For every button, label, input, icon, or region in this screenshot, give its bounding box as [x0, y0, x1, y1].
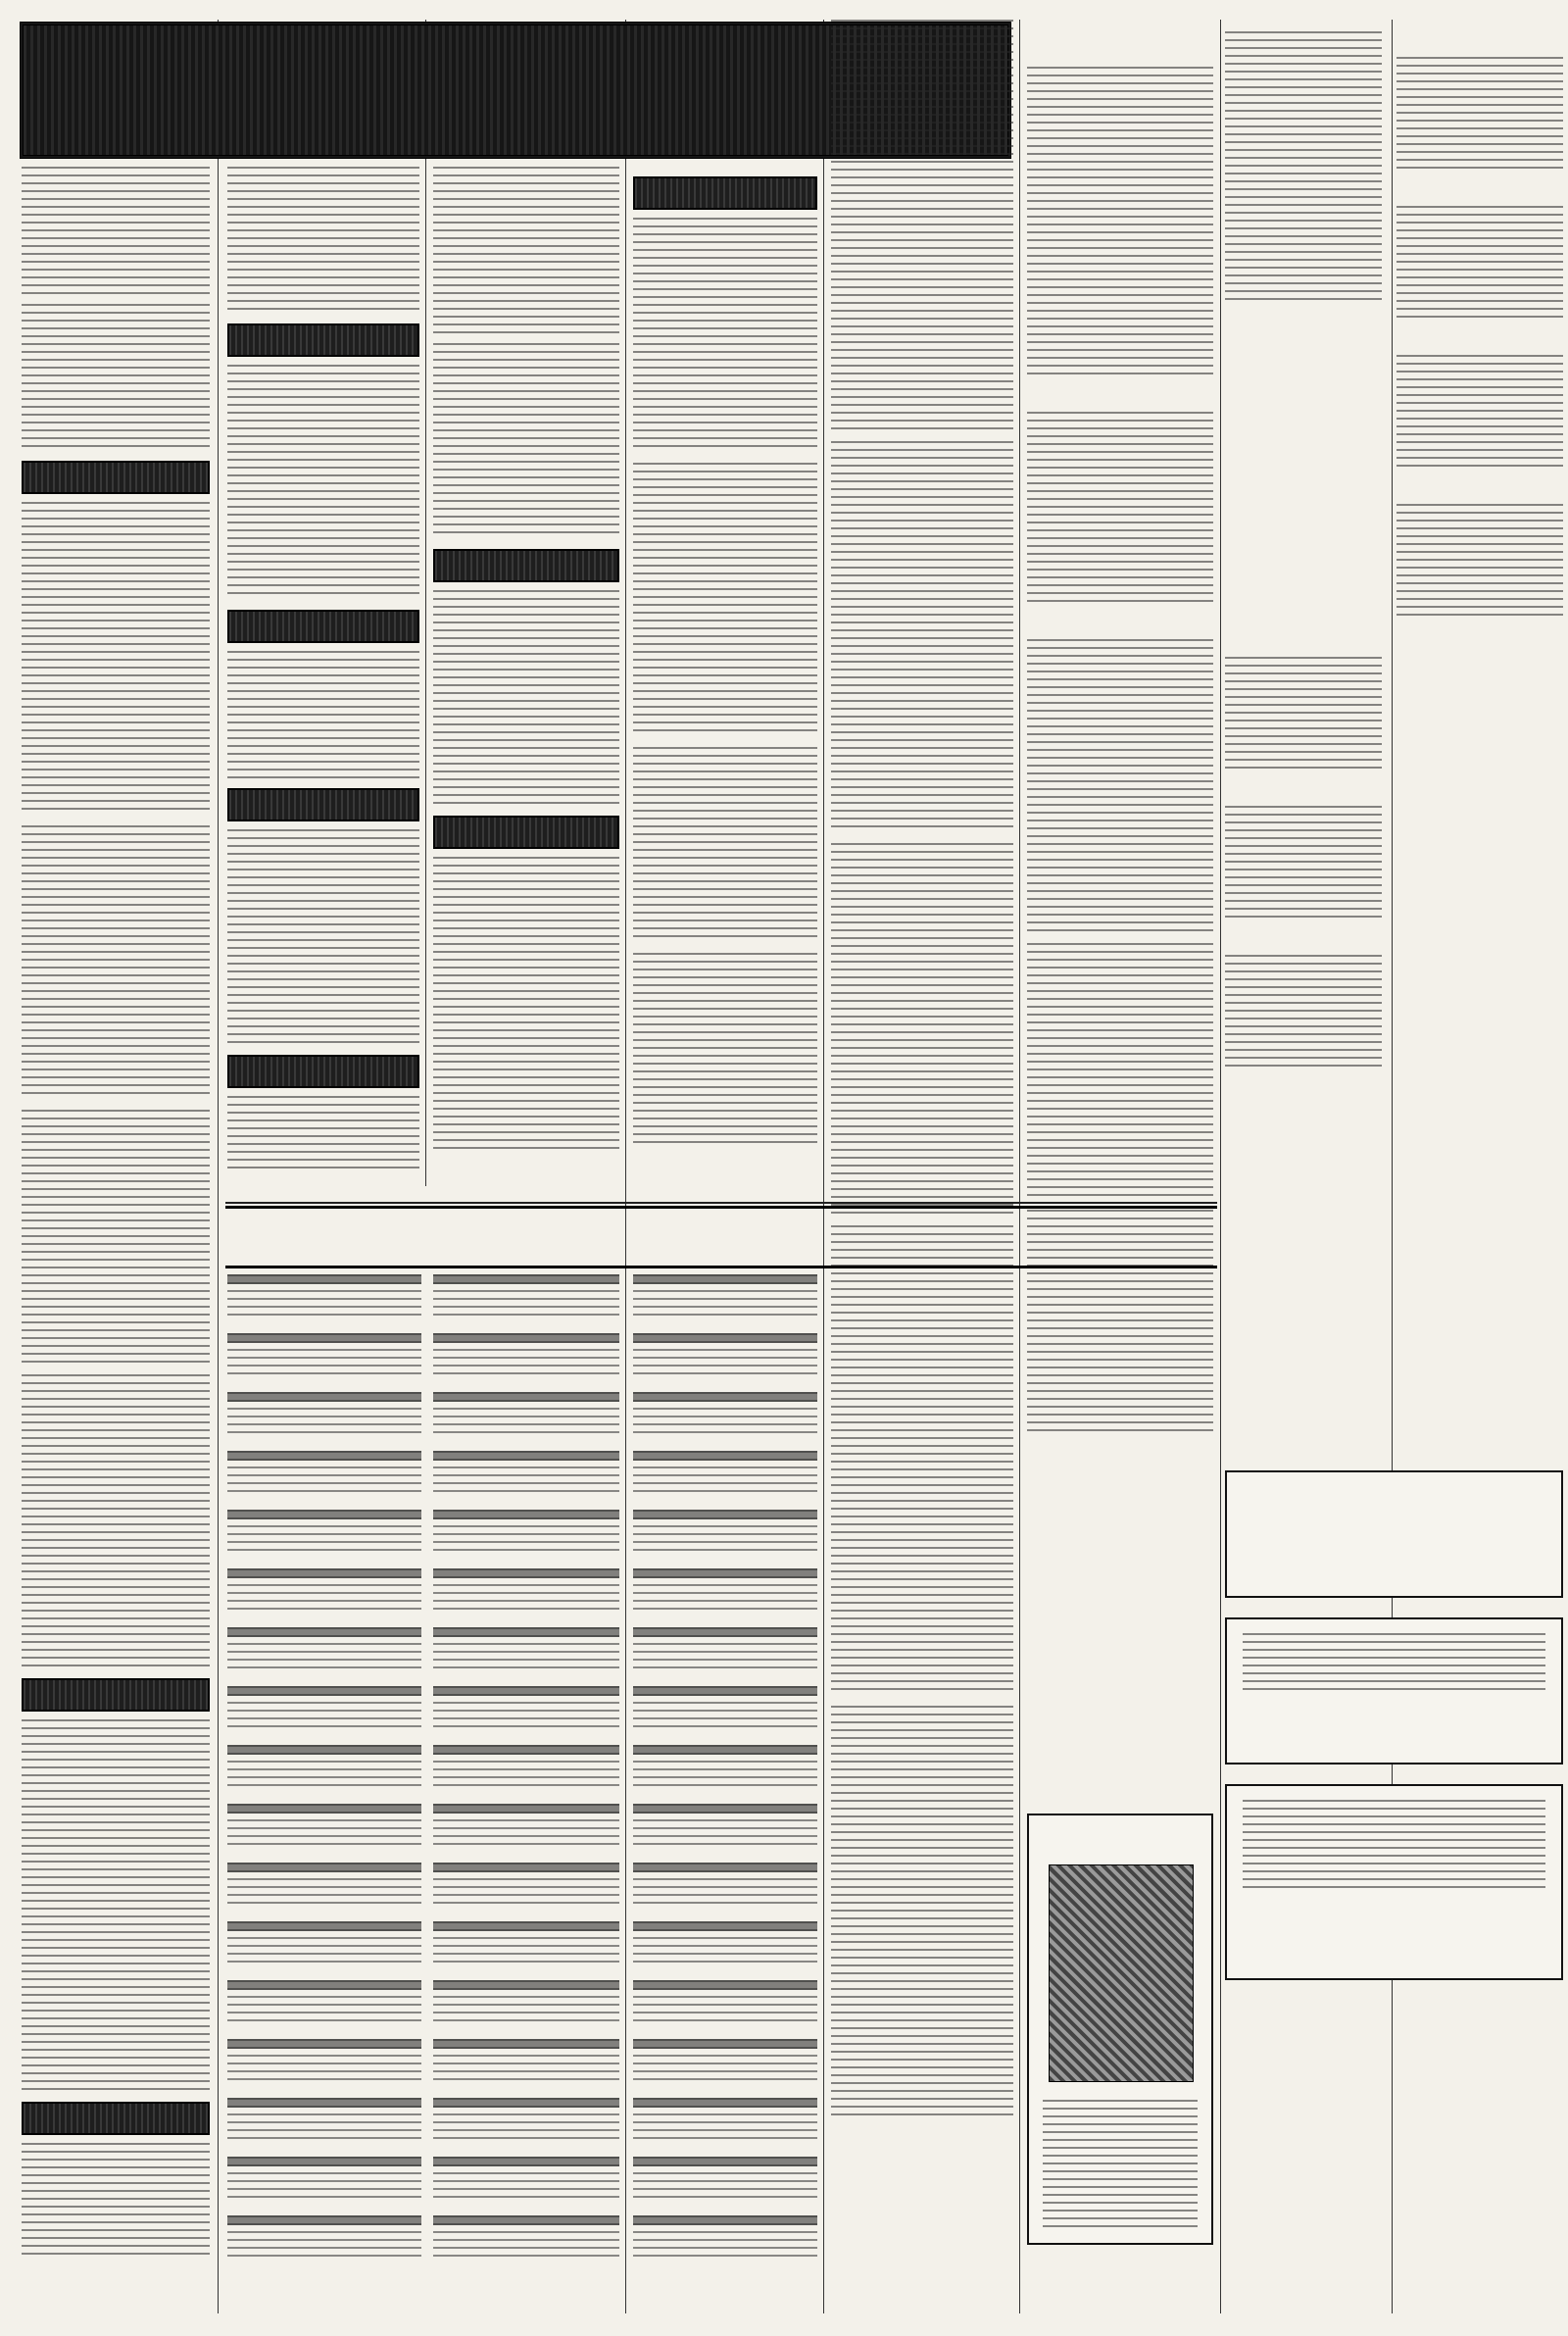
- doctor-listing: [433, 1921, 619, 1968]
- doctor-name: [227, 1686, 421, 1696]
- classified-entry: [433, 167, 619, 333]
- classified-entry: [227, 829, 419, 1045]
- column-rule: [823, 20, 824, 2313]
- doctor-name: [633, 1745, 817, 1755]
- doctor-name: [633, 1863, 817, 1872]
- doctor-name: [433, 1745, 619, 1755]
- doctor-listing: [633, 1274, 817, 1321]
- doctors-column-3: [633, 1274, 817, 2304]
- feature-body: [1225, 657, 1382, 774]
- classified-entry: [633, 463, 817, 737]
- doctor-name: [227, 1510, 421, 1519]
- classified-entry: [831, 843, 1013, 1216]
- doctor-name: [633, 1274, 817, 1284]
- section-header: [22, 461, 210, 494]
- doctor-name: [633, 1510, 817, 1519]
- doctor-name: [227, 1451, 421, 1461]
- doctors-directory-title: [225, 1206, 1217, 1268]
- doctor-listing: [227, 1804, 421, 1851]
- doctor-listing: [633, 1333, 817, 1380]
- classified-entry: [227, 651, 419, 778]
- doctor-name: [227, 2039, 421, 2049]
- ad4-photo: [1049, 1864, 1194, 2082]
- classified-entry: [22, 825, 210, 1100]
- doctor-listing: [433, 2215, 619, 2262]
- doctor-name: [433, 2098, 619, 2108]
- feature-body: [1225, 955, 1382, 1072]
- doctor-listing: [633, 1451, 817, 1498]
- doctor-listing: [633, 1510, 817, 1557]
- section-header: [22, 2102, 210, 2135]
- section-header: [433, 549, 619, 582]
- doctor-name: [433, 1274, 619, 1284]
- classified-entry: [227, 167, 419, 314]
- ad4-body: [1043, 2100, 1198, 2227]
- classifieds-column-3: [433, 167, 619, 1201]
- news-body: [1027, 943, 1213, 1433]
- doctor-name: [433, 1686, 619, 1696]
- news-body: [1027, 67, 1213, 380]
- classified-entry: [22, 1374, 210, 1668]
- doctor-name: [227, 1863, 421, 1872]
- doctor-name: [227, 1392, 421, 1402]
- doctor-name: [227, 1921, 421, 1931]
- display-ad-3: [1225, 1784, 1563, 1980]
- feature-subhead: [1225, 635, 1568, 653]
- doctor-listing: [633, 1863, 817, 1910]
- doctor-listing: [633, 1745, 817, 1792]
- classifieds-column-1: [22, 167, 210, 2313]
- section-header: [227, 323, 419, 357]
- doctor-name: [433, 1804, 619, 1814]
- news-subhead: [1027, 618, 1213, 635]
- doctor-name: [433, 1392, 619, 1402]
- classified-entry: [633, 747, 817, 943]
- doctor-listing: [633, 1921, 817, 1968]
- doctor-listing: [433, 1392, 619, 1439]
- doctor-listing: [633, 1980, 817, 2027]
- news-body: [1027, 639, 1213, 933]
- classified-entry: [227, 365, 419, 600]
- doctor-listing: [433, 1627, 619, 1674]
- doctor-name: [433, 1333, 619, 1343]
- feature-subhead: [1225, 784, 1568, 802]
- doctor-name: [433, 2039, 619, 2049]
- classifieds-column-5: [831, 20, 1013, 2304]
- doctor-name: [633, 2098, 817, 2108]
- doctor-name: [633, 1333, 817, 1343]
- classified-entry: [22, 1110, 210, 1365]
- doctor-listing: [227, 2098, 421, 2145]
- doctor-listing: [433, 1333, 619, 1380]
- classified-entry: [22, 2143, 210, 2261]
- doctor-listing: [227, 2215, 421, 2262]
- news-body: [1027, 412, 1213, 608]
- doctor-listing: [227, 1451, 421, 1498]
- doctor-listing: [433, 1510, 619, 1557]
- feature-body: [1225, 806, 1382, 923]
- news-kicker: [1027, 24, 1213, 41]
- doctor-name: [227, 1274, 421, 1284]
- section-header: [227, 610, 419, 643]
- ad3-body: [1243, 1800, 1545, 1888]
- feature-body: [1225, 31, 1382, 306]
- doctor-listing: [433, 2039, 619, 2086]
- doctor-listing: [433, 2157, 619, 2204]
- display-ad-2: [1225, 1617, 1563, 1764]
- feature-body: [1396, 57, 1563, 174]
- section-header: [227, 788, 419, 821]
- doctors-column-1: [227, 1274, 421, 2304]
- doctor-listing: [227, 1333, 421, 1380]
- doctor-listing: [633, 1627, 817, 1674]
- section-header: [22, 1678, 210, 1712]
- column-rule: [1019, 20, 1020, 2313]
- classified-entry: [227, 1096, 419, 1174]
- doctor-listing: [227, 2157, 421, 2204]
- doctor-name: [633, 1451, 817, 1461]
- classified-entry: [831, 1225, 1013, 1696]
- doctor-name: [433, 1863, 619, 1872]
- doctor-name: [433, 1510, 619, 1519]
- doctors-column-2: [433, 1274, 619, 2304]
- classified-entry: [433, 857, 619, 1151]
- doctor-listing: [227, 1980, 421, 2027]
- section-divider: [225, 1202, 1217, 1204]
- doctor-name: [633, 1568, 817, 1578]
- doctor-name: [633, 2215, 817, 2225]
- doctor-listing: [633, 1568, 817, 1615]
- classified-entry: [22, 304, 210, 451]
- doctor-name: [227, 1627, 421, 1637]
- classified-entry: [22, 502, 210, 816]
- doctor-name: [633, 1980, 817, 1990]
- classified-entry: [633, 953, 817, 1149]
- feature-subhead: [1396, 482, 1563, 500]
- doctor-listing: [633, 2215, 817, 2262]
- classified-entry: [633, 218, 817, 453]
- doctor-name: [633, 1627, 817, 1637]
- feature-subhead: [1396, 35, 1563, 53]
- doctor-listing: [227, 1686, 421, 1733]
- doctor-name: [633, 1392, 817, 1402]
- doctor-name: [633, 1686, 817, 1696]
- doctor-listing: [433, 1451, 619, 1498]
- doctor-name: [433, 2215, 619, 2225]
- doctor-name: [433, 1451, 619, 1461]
- feature-column: [1225, 20, 1568, 1225]
- doctor-name: [633, 2039, 817, 2049]
- doctor-listing: [633, 1686, 817, 1733]
- column-rule: [1220, 20, 1221, 2313]
- doctor-name: [633, 2157, 817, 2166]
- doctor-name: [227, 1980, 421, 1990]
- doctor-listing: [433, 1863, 619, 1910]
- classified-entry: [22, 1719, 210, 2092]
- doctor-listing: [227, 1568, 421, 1615]
- doctor-listing: [227, 1921, 421, 1968]
- section-header: [227, 1055, 419, 1088]
- doctor-listing: [633, 1804, 817, 1851]
- doctor-listing: [433, 1745, 619, 1792]
- column-rule: [625, 20, 626, 2313]
- doctor-listing: [227, 1392, 421, 1439]
- feature-subhead: [1225, 933, 1568, 951]
- doctor-listing: [433, 1568, 619, 1615]
- classified-entry: [22, 167, 210, 294]
- doctor-listing: [227, 1745, 421, 1792]
- doctor-name: [433, 1921, 619, 1931]
- doctor-name: [227, 1804, 421, 1814]
- doctor-listing: [433, 2098, 619, 2145]
- doctor-name: [433, 1568, 619, 1578]
- doctor-name: [227, 2098, 421, 2108]
- doctor-name: [227, 1745, 421, 1755]
- doctor-listing: [433, 1804, 619, 1851]
- doctor-name: [227, 1568, 421, 1578]
- doctor-listing: [227, 1863, 421, 1910]
- doctor-listing: [433, 1686, 619, 1733]
- classified-entry: [831, 1706, 1013, 2117]
- classifieds-column-2: [227, 167, 419, 1201]
- news-subhead: [1027, 390, 1213, 408]
- doctor-name: [227, 2215, 421, 2225]
- doctor-listing: [633, 2157, 817, 2204]
- doctor-name: [633, 1921, 817, 1931]
- doctor-name: [633, 1804, 817, 1814]
- display-ad-4: [1027, 1814, 1213, 2245]
- section-header: [633, 176, 817, 210]
- column-rule: [218, 20, 219, 2313]
- classified-entry: [433, 590, 619, 806]
- feature-body: [1396, 355, 1563, 472]
- doctor-name: [433, 1980, 619, 1990]
- display-ad-1: [1225, 1470, 1563, 1598]
- section-header: [433, 816, 619, 849]
- feature-body: [1396, 504, 1563, 621]
- feature-subhead: [1396, 333, 1563, 351]
- doctor-listing: [227, 2039, 421, 2086]
- doctor-listing: [227, 1627, 421, 1674]
- column-rule: [425, 20, 426, 1186]
- ad2-body: [1243, 1633, 1545, 1692]
- doctor-listing: [227, 1274, 421, 1321]
- doctor-name: [227, 2157, 421, 2166]
- feature-sidebar: [1396, 31, 1563, 631]
- classified-entry: [831, 441, 1013, 833]
- doctor-name: [433, 2157, 619, 2166]
- classified-entry: [433, 343, 619, 539]
- classified-entry: [831, 20, 1013, 431]
- feature-body: [1396, 206, 1563, 323]
- doctor-listing: [633, 2039, 817, 2086]
- doctor-listing: [433, 1274, 619, 1321]
- doctor-name: [227, 1333, 421, 1343]
- doctor-listing: [433, 1980, 619, 2027]
- doctor-listing: [633, 2098, 817, 2145]
- doctor-name: [433, 1627, 619, 1637]
- feature-subhead: [1396, 184, 1563, 202]
- doctor-listing: [633, 1392, 817, 1439]
- doctor-listing: [227, 1510, 421, 1557]
- classifieds-column-4: [633, 167, 817, 1201]
- news-headline: [1027, 45, 1213, 63]
